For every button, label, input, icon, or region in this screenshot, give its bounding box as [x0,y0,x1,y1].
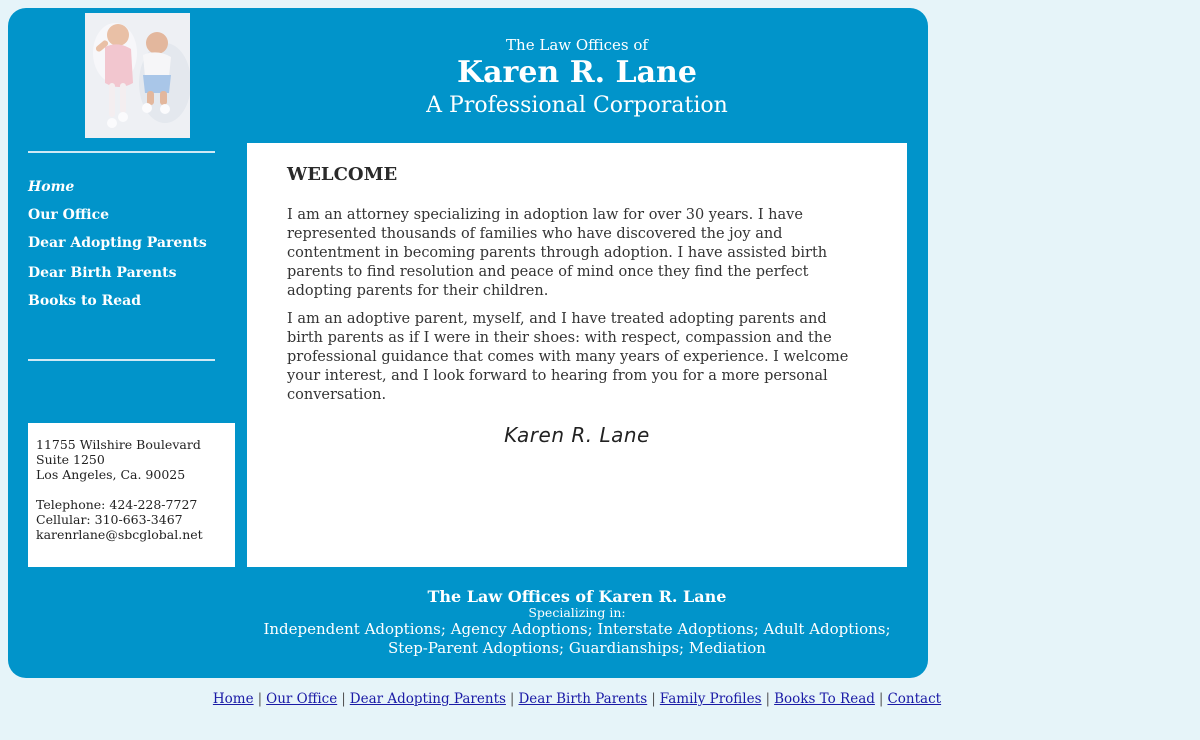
separator: | [878,691,884,707]
sidebar-nav [28,178,207,320]
bottom-link-dear-adopting-parents[interactable]: Dear Adopting Parents [349,691,506,707]
footer-services-line-2: Step-Parent Adoptions; Guardianships; Mediation [388,639,766,657]
footer-specializing: Specializing in: [528,605,626,620]
sidebar-item-home[interactable]: Home [28,179,75,195]
email: karenrlane@sbcglobal.net [36,527,203,542]
sidebar-divider-bottom [28,359,215,361]
bottom-link-books-to-read[interactable]: Books To Read [774,691,875,707]
sidebar-item-our-office[interactable]: Our Office [28,207,110,223]
welcome-paragraph-2: I am an adoptive parent, myself, and I have treated adopting parents and birth parents as if I were in their shoes: with respect, compassion and the professional guidance that comes with many years of experience. I welcome your interest, and I look forward to hearing from you for a more personal conversation. [287,311,849,403]
header-pretitle: The Law Offices of [506,36,648,54]
contact-gap [36,482,227,497]
bottom-link-family-profiles[interactable]: Family Profiles [659,691,762,707]
welcome-paragraph-1: I am an attorney specializing in adoption law for over 30 years. I have represented thousands of families who have discovered the joy and contentment in becoming parents through adoption. I have assisted birth parents to find resolution and peace of mind once they find the perfect adopting parents for their children. [287,207,828,299]
page-title: WELCOME [287,164,398,185]
sidebar-divider-top [28,151,215,153]
separator: | [257,691,263,707]
contact-box [28,423,235,567]
cellular: Cellular: 310-663-3467 [36,512,183,527]
header-subtitle: A Professional Corporation [426,93,728,118]
address-line-1: 11755 Wilshire Boulevard [36,437,201,452]
bottom-link-dear-birth-parents[interactable]: Dear Birth Parents [518,691,648,707]
sidebar-item-dear-birth-parents[interactable]: Dear Birth Parents [28,265,177,281]
signature: Karen R. Lane [504,423,650,447]
header-name: Karen R. Lane [457,55,697,90]
footer-services-line-1: Independent Adoptions; Agency Adoptions; Interstate Adoptions; Adult Adoptions; [263,620,891,638]
address-line-2: Suite 1250 [36,452,105,467]
bottom-link-home[interactable]: Home [212,691,254,707]
telephone: Telephone: 424-228-7727 [36,497,198,512]
separator: | [509,691,515,707]
bottom-link-our-office[interactable]: Our Office [266,691,338,707]
babies-photo [85,13,190,138]
main-content [247,143,907,567]
site-header [247,36,907,120]
separator: | [765,691,771,707]
address-line-3: Los Angeles, Ca. 90025 [36,467,186,482]
bottom-nav [0,691,1154,707]
separator: | [651,691,656,707]
sidebar-item-dear-adopting-parents[interactable]: Dear Adopting Parents [28,235,207,251]
sidebar-item-books-to-read[interactable]: Books to Read [28,293,142,309]
footer-title: The Law Offices of Karen R. Lane [427,587,727,606]
separator: | [341,691,346,707]
bottom-link-contact[interactable]: Contact [887,691,942,707]
footer-block [247,587,907,658]
